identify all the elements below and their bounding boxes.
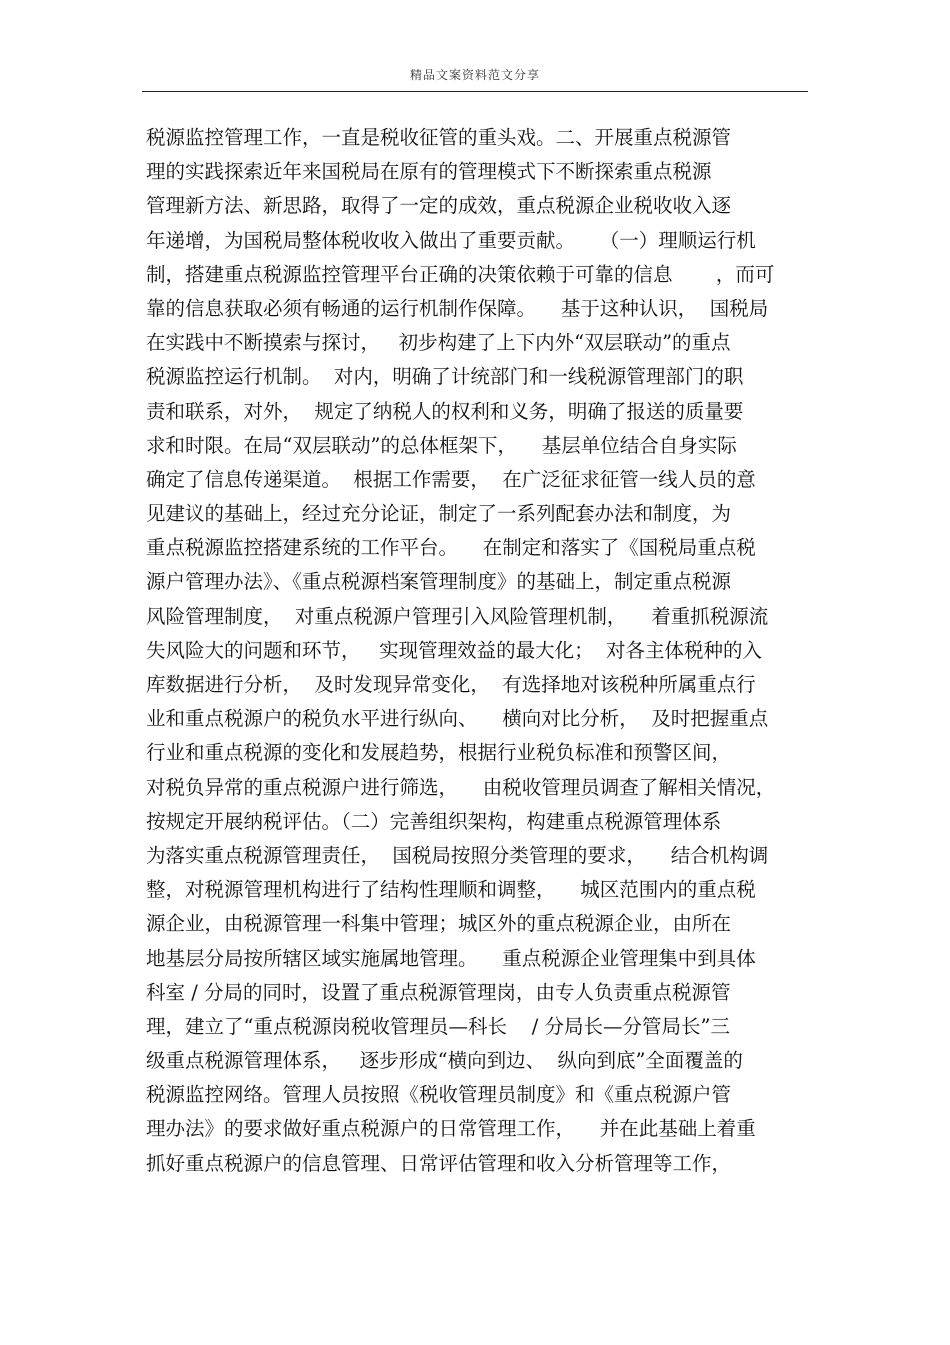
text-line: 为落实重点税源管理责任， 国税局按照分类管理的要求， 结合机构调: [146, 843, 769, 867]
text-line: 靠的信息获取必须有畅通的运行机制作保障。 基于这种认识， 国税局: [146, 296, 769, 320]
text-line: 风险管理制度， 对重点税源户管理引入风险管理机制， 着重抓税源流: [146, 604, 769, 628]
text-line: 管理新方法、新思路，取得了一定的成效，重点税源企业税收收入逐: [146, 194, 732, 218]
text-line: 对税负异常的重点税源户进行筛选， 由税收管理员调查了解相关情况，: [146, 775, 776, 799]
document-body: [146, 121, 816, 1181]
text-line: 理的实践探索近年来国税局在原有的管理模式下不断探索重点税源: [146, 160, 712, 184]
text-line: 税源监控管理工作，一直是税收征管的重头戏。二、开展重点税源管: [146, 126, 732, 149]
text-line: 整，对税源管理机构进行了结构性理顺和调整， 城区范围内的重点税: [146, 878, 756, 902]
text-line: 业和重点税源户的税负水平进行纵向、 横向对比分析， 及时把握重点: [146, 707, 769, 731]
text-line: 税源监控网络。管理人员按照《税收管理员制度》和《重点税源户管: [146, 1083, 732, 1107]
text-line: 求和时限。在局“双层联动”的总体框架下， 基层单位结合自身实际: [146, 433, 737, 457]
page-header: 精品文案资料范文分享: [409, 68, 540, 82]
text-line: 税源监控运行机制。 对内，明确了计统部门和一线税源管理部门的职: [146, 365, 744, 389]
text-line: 理，建立了“重点税源岗税收管理员—科长 / 分局长—分管局长”三: [146, 1014, 731, 1038]
text-line: 按规定开展纳税评估。（二）完善组织架构，构建重点税源管理体系: [146, 809, 722, 833]
text-line: 失风险大的问题和环节， 实现管理效益的最大化； 对各主体税种的入: [146, 638, 762, 662]
text-line: 科室 / 分局的同时，设置了重点税源管理岗，由专人负责重点税源管: [146, 980, 731, 1004]
text-line: 在实践中不断摸索与探讨， 初步构建了上下内外“双层联动”的重点: [146, 331, 731, 355]
text-line: 理办法》的要求做好重点税源户的日常管理工作， 并在此基础上着重: [146, 1117, 756, 1141]
text-line: 重点税源监控搭建系统的工作平台。 在制定和落实了《国税局重点税: [146, 536, 756, 560]
text-line: 库数据进行分析， 及时发现异常变化， 有选择地对该税种所属重点行: [146, 673, 756, 696]
text-line: 行业和重点税源的变化和发展趋势，根据行业税负标准和预警区间，: [146, 741, 732, 765]
text-line: 源企业，由税源管理一科集中管理；城区外的重点税源企业，由所在: [146, 912, 732, 936]
text-line: 抓好重点税源户的信息管理、日常评估管理和收入分析管理等工作，: [146, 1151, 732, 1175]
text-line: 级重点税源管理体系， 逐步形成“横向到边、 纵向到底”全面覆盖的: [146, 1049, 743, 1073]
header-divider: [142, 91, 808, 92]
text-line: 制，搭建重点税源监控管理平台正确的决策依赖于可靠的信息 ，而可: [146, 262, 775, 286]
text-line: 地基层分局按所辖区域实施属地管理。 重点税源企业管理集中到具体: [146, 946, 756, 970]
text-line: 责和联系，对外， 规定了纳税人的权利和义务，明确了报送的质量要: [146, 399, 744, 423]
text-line: 源户管理办法》、《重点税源档案管理制度》的基础上，制定重点税源: [146, 570, 732, 594]
text-line: 见建议的基础上，经过充分论证，制定了一系列配套办法和制度，为: [146, 502, 732, 526]
text-line: 确定了信息传递渠道。 根据工作需要， 在广泛征求征管一线人员的意: [146, 467, 756, 491]
text-line: 年递增，为国税局整体税收收入做出了重要贡献。 （一）理顺运行机: [146, 228, 756, 252]
